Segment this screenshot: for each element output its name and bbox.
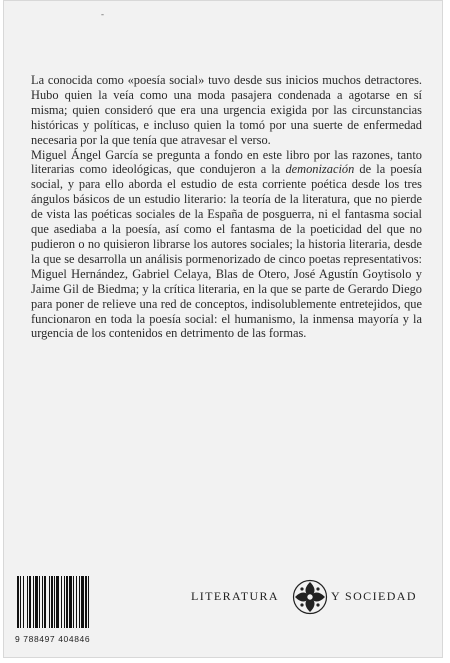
back-cover: [3, 0, 443, 658]
blurb-p2-end: de la poesía social, y para ello aborda el estudio de esta corriente poética desde los tres ángulos básicos de un estudio literario: la teoría de la literatura, que no pierde de vista las poéticas sociales de la España de posguerra, ni el fantasma social que asediaba a la poesía, así como el fantasma de la poeticidad del que no pudieron o no quisieron librarse los autores sociales; la historia literaria, desde la que se desarrolla un análisis pormenorizado de cinco poetas representativos: Miguel Hernández, Gabriel Celaya, Blas de Otero, José Agustín Goytisolo y Jaime Gil de Biedma; y la crítica literaria, en la que se parte de Gerardo Diego para poner de relieve una red de conceptos, indisolublemente entretejidos, que funcionaron en toda la poesía social: el humanismo, la inmensa mayoría y la urgencia de los contenidos en detrimento de las formas.: [31, 162, 422, 341]
blurb-paragraph-1: La conocida como «poesía social» tuvo desde sus inicios muchos detractores. Hubo quien la veía como una moda pasajera condenada a agotarse en sí misma; quien consideró que era una urgencia exigida por las circunstancias históricas y políticas, e incluso quien la tomó por una suerte de enfermedad necesaria por la que tenía que atravesar el verso.: [31, 73, 422, 147]
blurb-paragraph-2: [31, 148, 422, 342]
blurb-text: [31, 73, 422, 341]
collection-name-left: LITERATURA: [191, 589, 279, 603]
knot-emblem-icon: [292, 579, 328, 615]
barcode-bars-icon: [15, 574, 118, 630]
collection-logo: [191, 579, 426, 615]
barcode: [15, 574, 118, 630]
isbn-number: 9 788497 404846: [15, 634, 91, 644]
blurb-p2-italic: demonización: [285, 162, 355, 177]
blurb-p2-start: Miguel Ángel García se pregunta a fondo en este libro por las razones, tanto literarias como ideológicas, que condujeron a la: [31, 147, 422, 177]
top-mark: -: [101, 9, 104, 19]
collection-name-right: Y SOCIEDAD: [331, 589, 417, 603]
